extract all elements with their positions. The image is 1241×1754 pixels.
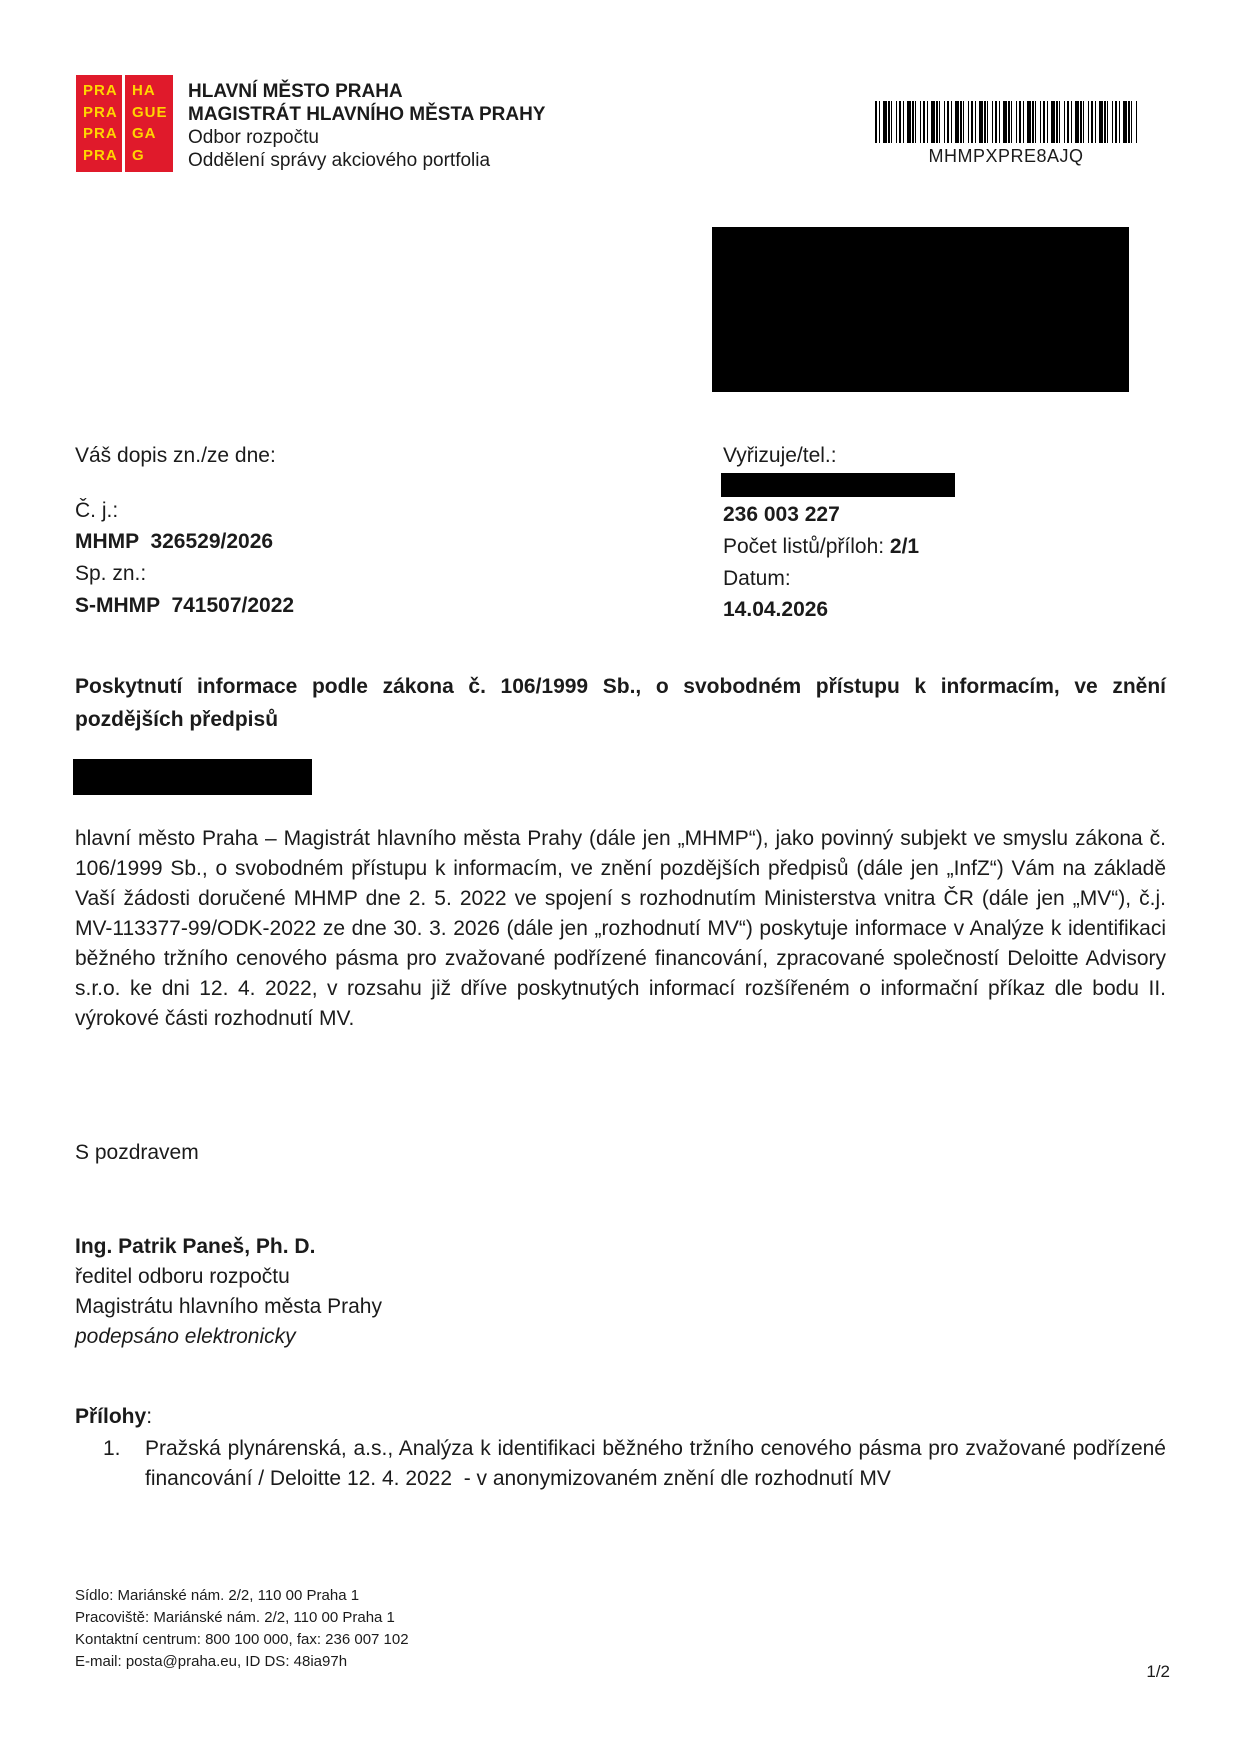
redaction-block-applicant bbox=[73, 759, 312, 795]
logo-text: GUE bbox=[132, 103, 168, 121]
logo-text: G bbox=[132, 147, 145, 165]
signature-block bbox=[75, 1232, 382, 1352]
org-department: Odbor rozpočtu bbox=[188, 127, 319, 148]
handled-by-label: Vyřizuje/tel.: bbox=[723, 444, 837, 467]
org-name-line2: MAGISTRÁT HLAVNÍHO MĚSTA PRAHY bbox=[188, 104, 546, 125]
logo-text: GA bbox=[132, 125, 157, 143]
pages-attachments-value: 2/1 bbox=[889, 535, 920, 558]
your-ref-label: Váš dopis zn./ze dne: bbox=[75, 444, 276, 467]
logo-text: PRA bbox=[83, 125, 118, 143]
file-number-label: Sp. zn.: bbox=[75, 562, 147, 585]
attachment-item-number: 1. bbox=[103, 1437, 121, 1460]
date-value: 14.04.2026 bbox=[723, 598, 829, 621]
pages-attachments-label: Počet listů/příloh: bbox=[723, 535, 890, 558]
org-unit: Oddělení správy akciového portfolia bbox=[188, 150, 491, 171]
signatory-title: ředitel odboru rozpočtu bbox=[75, 1265, 290, 1288]
redaction-block-handler-name bbox=[721, 473, 955, 497]
electronic-signature-note: podepsáno elektronicky bbox=[75, 1325, 296, 1348]
signatory-organization: Magistrátu hlavního města Prahy bbox=[75, 1295, 382, 1318]
closing-salutation: S pozdravem bbox=[75, 1141, 199, 1164]
phone-number-value: 236 003 227 bbox=[723, 503, 840, 526]
logo-text: PRA bbox=[83, 81, 118, 99]
org-name-line1: HLAVNÍ MĚSTO PRAHA bbox=[188, 81, 403, 102]
footer-seat-line: Sídlo: Mariánské nám. 2/2, 110 00 Praha 1 bbox=[75, 1587, 360, 1604]
letterhead-org-block bbox=[188, 80, 545, 172]
logo-text: PRA bbox=[83, 103, 118, 121]
logo-text: HA bbox=[132, 81, 156, 99]
attachments-heading bbox=[75, 1405, 152, 1429]
file-number-value: S-MHMP 741507/2022 bbox=[75, 594, 295, 617]
attachments-heading-colon: : bbox=[146, 1405, 153, 1428]
date-label: Datum: bbox=[723, 567, 791, 590]
barcode-stripes bbox=[875, 101, 1137, 143]
praha-logo-right-column bbox=[125, 75, 173, 172]
subject-line: Poskytnutí informace podle zákona č. 106/1999 Sb., o svobodném přístupu k informacím, ve znění pozdějších předpisů bbox=[75, 675, 1166, 731]
attachments-heading-word: Přílohy bbox=[75, 1405, 147, 1428]
logo-text: PRA bbox=[83, 147, 118, 165]
document-barcode bbox=[875, 101, 1137, 167]
redaction-block-recipient bbox=[712, 227, 1129, 392]
page-number: 1/2 bbox=[1146, 1662, 1170, 1681]
attachment-list-item bbox=[103, 1434, 1172, 1494]
barcode-code-text: MHMPXPRE8AJQ bbox=[928, 146, 1084, 166]
footer-workplace-line: Pracoviště: Mariánské nám. 2/2, 110 00 Praha 1 bbox=[75, 1609, 395, 1626]
praha-logo-left-column bbox=[76, 75, 122, 172]
signatory-name: Ing. Patrik Paneš, Ph. D. bbox=[75, 1235, 316, 1258]
case-number-label: Č. j.: bbox=[75, 499, 119, 522]
footer-contact-block bbox=[75, 1585, 409, 1673]
body-paragraph: hlavní město Praha – Magistrát hlavního města Prahy (dále jen „MHMP“), jako povinný subjekt ve smyslu zákona č. 106/1999 Sb., o svobodném přístupu k informacím, ve znění pozdějších předpisů (dále jen „InfZ“) Vám na základě Vaší žádosti doručené MHMP dne 2. 5. 2022 ve spojení s rozhodnutím Ministerstva vnitra ČR (dále jen „MV“), č.j. MV-113377-99/ODK-2022 ze dne 30. 3. 2026 (dále jen „rozhodnutí MV“) poskytuje informace v Analýze k identifikaci běžného tržního cenového pásma pro zvažované podřízené financování, zpracované společností Deloitte Advisory s.r.o. ke dni 12. 4. 2022, v rozsahu již dříve poskytnutých informací rozšířeném o informační příkaz dle bodu II. výrokové části rozhodnutí MV. bbox=[75, 827, 1172, 1030]
case-number-value: MHMP 326529/2026 bbox=[75, 530, 274, 553]
pages-attachments-line bbox=[723, 534, 919, 560]
footer-contact-line: Kontaktní centrum: 800 100 000, fax: 236 007 102 bbox=[75, 1631, 409, 1648]
footer-email-line: E-mail: posta@praha.eu, ID DS: 48ia97h bbox=[75, 1653, 348, 1670]
praha-city-logo bbox=[76, 75, 173, 172]
attachment-item-text: Pražská plynárenská, a.s., Analýza k identifikaci běžného tržního cenového pásma pro zvažované podřízené financování / Deloitte 12. 4. 2022 - v anonymizovaném znění dle rozhodnutí MV bbox=[145, 1437, 1172, 1490]
